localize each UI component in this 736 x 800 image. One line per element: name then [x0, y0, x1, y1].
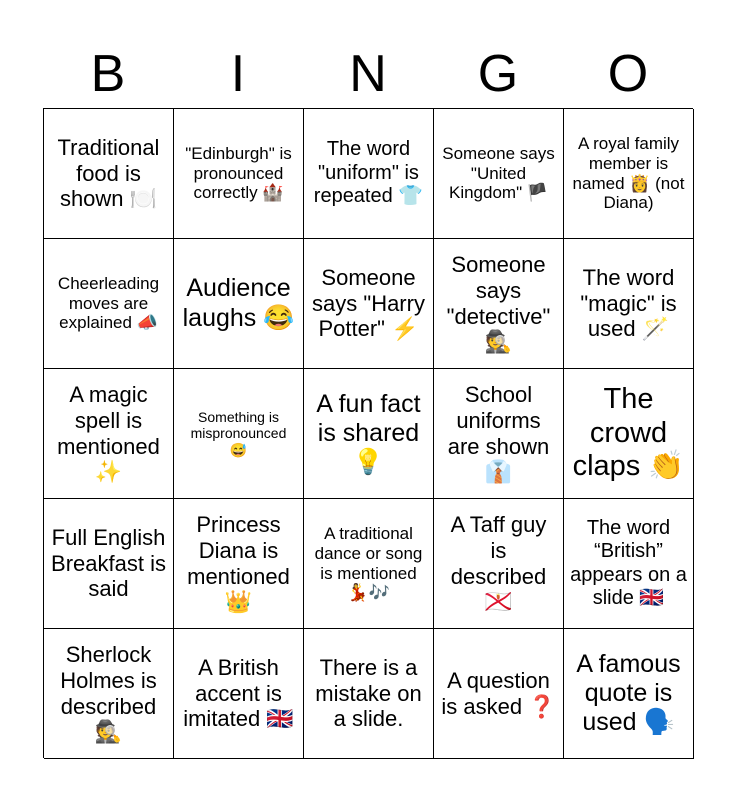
cell-text: A famous quote is used 🗣️ [576, 649, 681, 737]
bingo-cell[interactable] [174, 369, 304, 499]
cell-text: A traditional dance or song is mentioned 💃🎶 [314, 523, 423, 603]
bingo-cell[interactable] [304, 109, 434, 239]
bingo-cell[interactable] [44, 499, 174, 629]
cell-text: Princess Diana is mentioned 👑 [187, 512, 290, 615]
bingo-cell[interactable] [44, 629, 174, 759]
header-letter-i: I [230, 45, 246, 103]
cell-text: "Edinburgh" is pronounced correctly 🏰 [185, 143, 292, 203]
cell-text: Sherlock Holmes is described 🕵️ [60, 642, 157, 745]
cell-text: Something is mispronounced 😅 [190, 408, 287, 458]
cell-text: The word "magic" is used 🪄 [580, 264, 677, 342]
cell-text: Full English Breakfast is said [51, 524, 166, 602]
bingo-card-grid [43, 108, 693, 758]
cell-text: Someone says "detective" 🕵️ [446, 252, 551, 355]
cell-text: The word "uniform" is repeated 👕 [313, 138, 424, 208]
bingo-header [43, 40, 693, 108]
bingo-cell[interactable] [44, 239, 174, 369]
cell-text: The word “British” appears on a slide 🇬🇧 [570, 516, 687, 609]
bingo-cell[interactable] [434, 499, 564, 629]
bingo-cell[interactable] [564, 239, 694, 369]
bingo-cell[interactable] [434, 239, 564, 369]
cell-text: Someone says "United Kingdom" 🏴 [442, 143, 555, 203]
cell-text: A Taff guy is described 🇯🇪 [450, 512, 547, 615]
bingo-cell[interactable] [44, 109, 174, 239]
bingo-cell[interactable] [44, 369, 174, 499]
cell-text: School uniforms are shown 👔 [447, 382, 550, 485]
cell-text: The crowd claps 👏 [572, 382, 685, 483]
bingo-cell[interactable] [174, 629, 304, 759]
cell-text: A magic spell is mentioned ✨ [57, 382, 160, 485]
bingo-cell[interactable] [434, 629, 564, 759]
cell-text: Audience laughs 😂 [182, 274, 295, 332]
cell-text: There is a mistake on a slide. [315, 654, 422, 732]
header-letter-o: O [607, 45, 649, 103]
bingo-cell[interactable] [304, 499, 434, 629]
bingo-cell[interactable] [304, 369, 434, 499]
bingo-cell[interactable] [564, 499, 694, 629]
bingo-cell[interactable] [304, 239, 434, 369]
bingo-cell[interactable] [564, 629, 694, 759]
bingo-cell[interactable] [174, 239, 304, 369]
cell-text: Someone says "Harry Potter" ⚡ [312, 264, 425, 342]
cell-text: Traditional food is shown 🍽️ [57, 134, 160, 212]
cell-text: A British accent is imitated 🇬🇧 [183, 654, 294, 732]
cell-text: Cheerleading moves are explained 📣 [57, 273, 160, 333]
bingo-cell[interactable] [174, 109, 304, 239]
bingo-cell[interactable] [564, 109, 694, 239]
cell-text: A royal family member is named 👸 (not Diana) [572, 133, 685, 213]
bingo-cell[interactable] [174, 499, 304, 629]
header-letter-g: G [477, 45, 519, 103]
bingo-cell[interactable] [304, 629, 434, 759]
bingo-cell[interactable] [564, 369, 694, 499]
cell-text: A fun fact is shared 💡 [316, 389, 421, 477]
header-letter-n: N [349, 45, 387, 103]
header-letter-b: B [90, 45, 126, 103]
bingo-cell[interactable] [434, 369, 564, 499]
cell-text: A question is asked ❓ [441, 667, 556, 719]
bingo-cell[interactable] [434, 109, 564, 239]
